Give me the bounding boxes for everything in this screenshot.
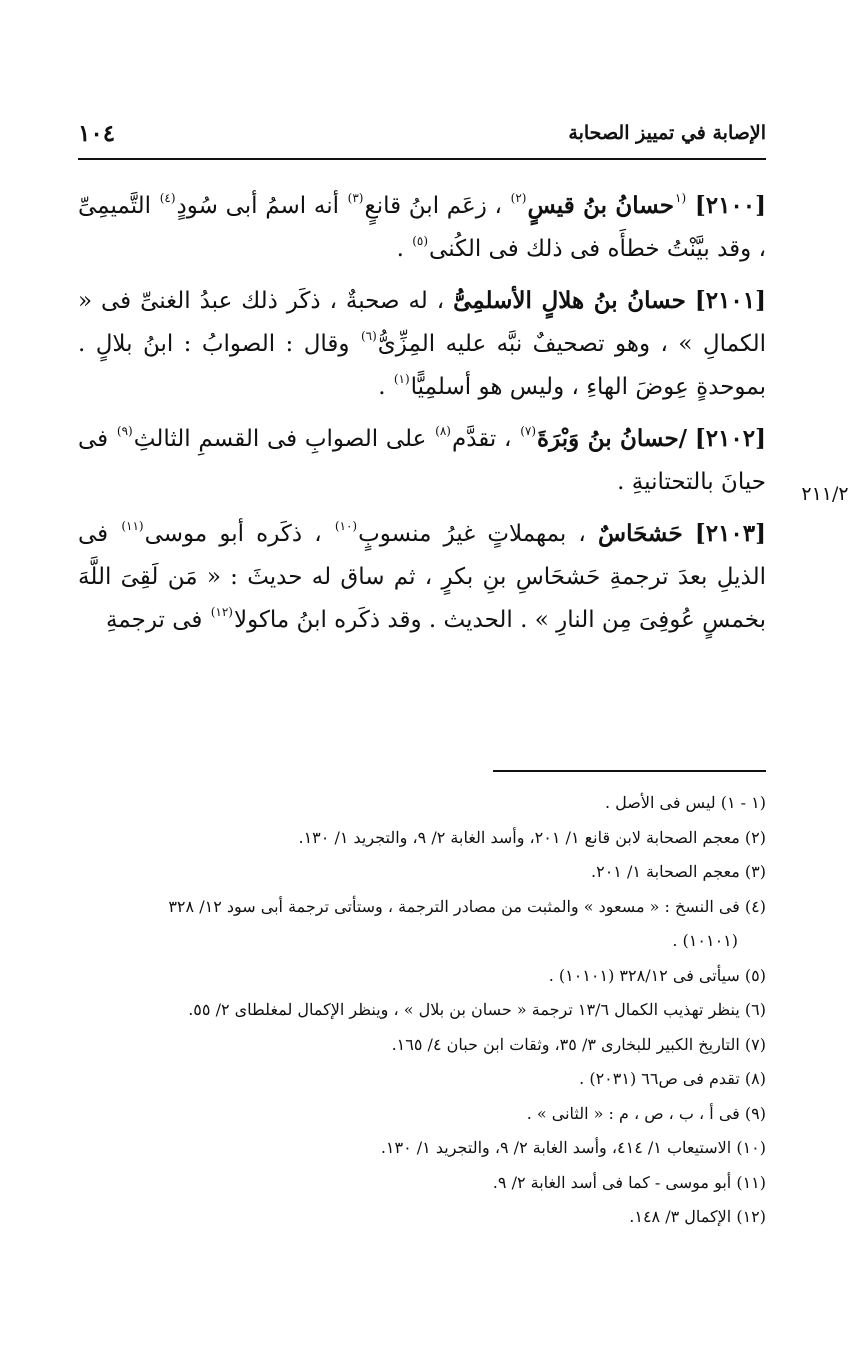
entry-text: فى حيانَ بالتحتانيةِ .	[78, 426, 766, 495]
footnote-marker: (١٠)	[334, 519, 358, 533]
footnote: (٤) فى النسخ : « مسعود » والمثبت من مصادر الترجمة ، وستأتى ترجمة أبى سود ١٢/ ٣٢٨	[168, 896, 766, 916]
entry-text: .	[378, 374, 386, 400]
entry-number: [٢١٠٠]	[694, 192, 767, 219]
footnotes	[78, 786, 766, 1235]
footnote-continuation: (١٠١٠١) .	[672, 931, 738, 950]
entry-number: [٢١٠١]	[694, 287, 767, 314]
footnote-marker: (٢)	[510, 191, 527, 205]
footnote: (٢) معجم الصحابة لابن قانع ١/ ٢٠١، وأسد الغابة ٢/ ٩، والتجريد ١/ ١٣٠.	[298, 827, 766, 847]
running-header	[78, 118, 766, 148]
entry-2101	[78, 279, 766, 409]
footnote-marker: (٣)	[347, 191, 364, 205]
entry-2103	[78, 512, 766, 642]
entry-name: حسانُ بنُ قيسٍ	[527, 192, 675, 219]
page-number: ١٠٤	[78, 119, 116, 147]
entry-name: /حسانُ بنُ وَبْرَةَ	[537, 425, 688, 452]
footnote: (٣) معجم الصحابة ١/ ٢٠١.	[591, 862, 766, 881]
footnote-marker: (٦)	[360, 329, 377, 343]
entry-text: .	[396, 236, 404, 262]
header-rule	[78, 158, 766, 160]
entry-name: حسانُ بنُ هلالٍ الأسلمِىُّ	[453, 287, 686, 314]
entry-text: فى ترجمةِ	[105, 607, 203, 633]
margin-volume-page-note: ٢١١/٢	[801, 483, 849, 505]
entry-text: على الصوابِ فى القسمِ الثالثِ	[133, 426, 427, 452]
footnote-marker: (١)	[393, 372, 410, 386]
entry-text: أنه اسمُ أبى سُودٍ	[176, 193, 339, 219]
entry-2102	[78, 417, 766, 504]
entry-text: التَّميمِىِّ ، وقد بيَّنْتُ خطأَه فى ذلك فى الكُنى	[78, 193, 766, 262]
entry-2100	[78, 184, 766, 271]
footnote: (٥) سيأتى فى ٣٢٨/١٢ (١٠١٠١) .	[548, 965, 766, 985]
entry-text: وقال : الصوابُ : ابنُ بلالٍ . بموحدةٍ عِوضَ الهاءِ ، وليس هو أسلمِيًّا	[78, 331, 766, 400]
footnote-marker: (١١)	[121, 519, 144, 533]
footnote-marker: (٤)	[159, 191, 176, 205]
entry-text: ، بمهملاتٍ غيرُ منسوبٍ	[358, 521, 586, 547]
footnote: (٦) ينظر تهذيب الكمال ١٣/٦ ترجمة « حسان بن بلال » ، وينظر الإكمال لمغلطاى ٢/ ٥٥.	[188, 1000, 766, 1019]
footnote: (٨) تقدم فى ص٦٦ (٢٠٣١) .	[579, 1069, 766, 1088]
footnote: (١ - ١) ليس فى الأصل .	[604, 793, 766, 812]
entry-text: فى الذيلِ بعدَ ترجمةِ حَشحَاسِ بنِ بكرٍ ، ثم ساق له حديثَ : « مَن لَقِىَ اللَّهَ بخمسٍ عُوفِىَ مِن النارِ » . الحديث . وقد ذكَره ابنُ ماكولا	[78, 521, 766, 633]
main-text	[78, 184, 766, 650]
footnote-marker: (٥)	[412, 234, 429, 248]
entry-text: ، تقدَّم	[451, 426, 512, 452]
book-title: الإصابة في تمييز الصحابة	[568, 122, 766, 144]
entry-text: ، ذكَره أبو موسى	[144, 521, 322, 547]
footnote-marker: (٩)	[116, 424, 133, 438]
footnote-separator	[493, 770, 766, 772]
footnote-marker: (٨)	[435, 424, 451, 438]
footnote: (٩) فى أ ، ب ، ص ، م : « الثانى » .	[526, 1103, 766, 1123]
footnote-marker: (١	[675, 191, 687, 205]
entry-number: [٢١٠٣]	[694, 520, 767, 547]
entry-number: [٢١٠٢]	[694, 425, 767, 452]
entry-name: حَشحَاسٌ	[598, 520, 683, 547]
footnote-marker: (٧)	[520, 424, 537, 438]
entry-text: ، له صحبةٌ ، ذكَر ذلك عبدُ الغنىِّ فى « الكمالِ » ، وهو تصحيفٌ نبَّه عليه المِزِّىُّ	[78, 288, 766, 357]
entry-text: ، زعَم ابنُ قانعٍ	[364, 193, 502, 219]
footnote: (١١) أبو موسى - كما فى أسد الغابة ٢/ ٩.	[492, 1172, 766, 1192]
footnote: (١٠) الاستيعاب ١/ ٤١٤، وأسد الغابة ٢/ ٩، والتجريد ١/ ١٣٠.	[380, 1138, 766, 1157]
footnote: (١٢) الإكمال ٣/ ١٤٨.	[629, 1207, 766, 1226]
footnote-marker: (١٢)	[210, 605, 233, 619]
footnote: (٧) التاريخ الكبير للبخارى ٣/ ٣٥، وثقات ابن حبان ٤/ ١٦٥.	[391, 1034, 766, 1054]
